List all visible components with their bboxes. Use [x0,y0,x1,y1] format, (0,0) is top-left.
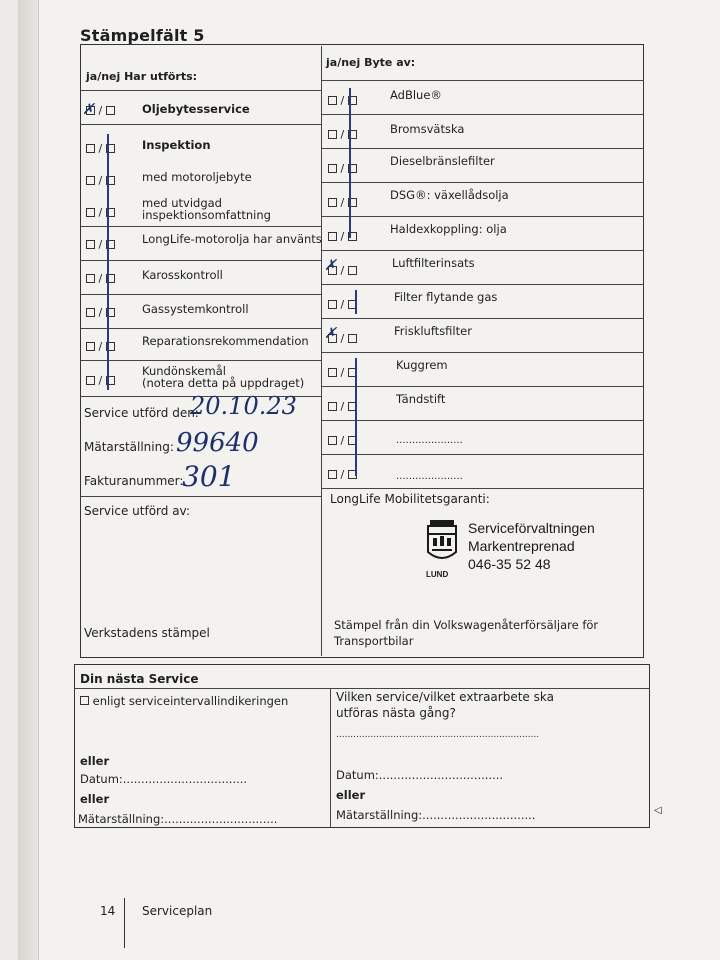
next-question-line1: Vilken service/vilket extraarbete ska [336,690,554,704]
odometer-value: 99640 [176,428,259,458]
checkbox-haldex[interactable]: / [328,230,357,243]
row-label: DSG®: växellådsolja [390,188,509,202]
page-title: Stämpelfält 5 [80,26,205,45]
handwritten-check: ✗ [82,100,95,118]
checkbox-friskluftsfilter[interactable]: / [328,332,357,345]
next-odometer-field-right[interactable]: Mätarställning:............................... [336,808,536,822]
checkbox-filter-gas[interactable]: / [328,298,357,311]
checkbox-dieselfilter[interactable]: / [328,162,357,175]
pen-stroke [355,358,357,476]
stamp-line-2: Markentreprenad [468,538,575,554]
checkbox-motoroljebyte[interactable]: / [86,174,115,187]
checkbox-gassystemkontroll[interactable]: / [86,306,115,319]
row-divider [321,420,644,421]
footer-divider [124,898,125,948]
service-date-label: Service utförd den: [84,406,199,420]
row-divider [321,386,644,387]
checkbox-dsg[interactable]: / [328,196,357,209]
page-edge [18,0,40,960]
handwritten-check: ✗ [324,324,337,342]
row-label: Oljebytesservice [142,102,250,116]
row-divider [321,454,644,455]
stamp-line-3: 046-35 52 48 [468,556,551,572]
pen-stroke [349,88,351,238]
row-label-line2: inspektionsomfattning [142,208,271,222]
row-label: med motoroljebyte [142,170,252,184]
row-label-line2: (notera detta på uppdraget) [142,376,305,390]
row-divider [321,250,644,251]
dealer-stamp-label-line2: Transportbilar [334,634,414,648]
checkbox-inspektion[interactable]: / [86,142,115,155]
row-divider [321,216,644,217]
row-label: LongLife-motorolja har använts [142,232,322,246]
checkbox-oljebytesservice[interactable]: / [86,104,115,117]
next-answer-line[interactable]: ....................................................................... [336,730,540,740]
invoice-value: 301 [182,460,236,493]
stamp-city: LUND [426,570,449,579]
checkbox-custom-1[interactable]: / [328,434,357,447]
row-label: ..................... [396,471,463,482]
row-divider [80,260,321,261]
row-label: Reparationsrekommendation [142,334,309,348]
stamp-line-1: Serviceförvaltningen [468,520,595,536]
row-label: AdBlue® [390,88,442,102]
odometer-label: Mätarställning: [84,440,174,454]
eller-label-right: eller [336,788,366,802]
workshop-stamp-label: Verkstadens stämpel [84,626,210,640]
eller-label: eller [80,754,110,768]
invoice-label: Fakturanummer: [84,474,184,488]
checkbox-utvidgad[interactable]: / [86,206,115,219]
row-divider [80,90,321,91]
row-divider [80,360,321,361]
row-label: Kundönskemål [142,364,226,378]
row-divider [321,488,644,489]
checkbox-tandstift[interactable]: / [328,400,357,413]
row-label: Gassystemkontroll [142,302,249,316]
row-divider [321,352,644,353]
row-label: Dieselbränslefilter [390,154,495,168]
mobility-label: LongLife Mobilitetsgaranti: [330,492,490,506]
checkbox-adblue[interactable]: / [328,94,357,107]
row-divider [321,318,644,319]
row-label: Friskluftsfilter [394,324,472,338]
dealer-stamp-label: Stämpel från din Volkswagenåterförsäljare för [334,618,599,632]
performed-by-label: Service utförd av: [84,504,191,518]
pen-stroke [107,134,109,390]
column-divider [321,46,322,656]
service-date-value: 20.10.23 [190,392,297,420]
column-divider [330,688,331,828]
row-divider [321,114,644,115]
dealer-stamp [424,514,614,584]
row-divider [74,688,650,689]
row-label: Karosskontroll [142,268,223,282]
row-label: Haldexkoppling: olja [390,222,507,236]
row-divider [321,80,644,81]
next-service-option[interactable]: enligt serviceintervallindikeringen [80,694,288,708]
checkbox-bromsvatska[interactable]: / [328,128,357,141]
checkbox-kundonskemal[interactable]: / [86,374,115,387]
handwritten-check: ✗ [324,256,337,274]
row-label: Inspektion [142,138,211,152]
checkbox-longlife[interactable]: / [86,238,115,251]
left-column-header: ja/nej Har utförts: [86,70,198,83]
row-label: Filter flytande gas [394,290,498,304]
page-number: 14 [100,904,116,918]
row-label: Luftfilterinsats [392,256,475,270]
row-label: Kuggrem [396,358,448,372]
row-divider [321,148,644,149]
checkbox-icon [80,696,89,705]
next-odometer-field[interactable]: Mätarställning:............................... [78,812,278,826]
row-divider [321,182,644,183]
row-label: Bromsvätska [390,122,465,136]
checkbox-luftfilter[interactable]: / [328,264,357,277]
eller-label: eller [80,792,110,806]
row-label: Tändstift [396,392,446,406]
row-divider [80,294,321,295]
row-divider [80,328,321,329]
next-question-line2: utföras nästa gång? [336,706,456,720]
row-divider [80,226,321,227]
next-date-field-right[interactable]: Datum:.................................. [336,768,504,782]
row-divider [321,284,644,285]
row-label: ..................... [396,435,463,446]
checkbox-custom-2[interactable]: / [328,468,357,481]
checkbox-kuggrem[interactable]: / [328,366,357,379]
checkbox-karosskontroll[interactable]: / [86,272,115,285]
row-label: med utvidgad [142,196,222,210]
pen-stroke [355,290,357,314]
next-date-field[interactable]: Datum:.................................. [80,772,248,786]
row-divider [80,496,321,497]
page-arrow-icon: ◁ [654,805,662,816]
right-column-header: ja/nej Byte av: [326,56,416,69]
lund-coat-of-arms-icon [424,514,460,574]
row-divider [80,124,321,125]
checkbox-reparation[interactable]: / [86,340,115,353]
next-service-header: Din nästa Service [80,672,199,686]
footer-label: Serviceplan [142,904,213,918]
